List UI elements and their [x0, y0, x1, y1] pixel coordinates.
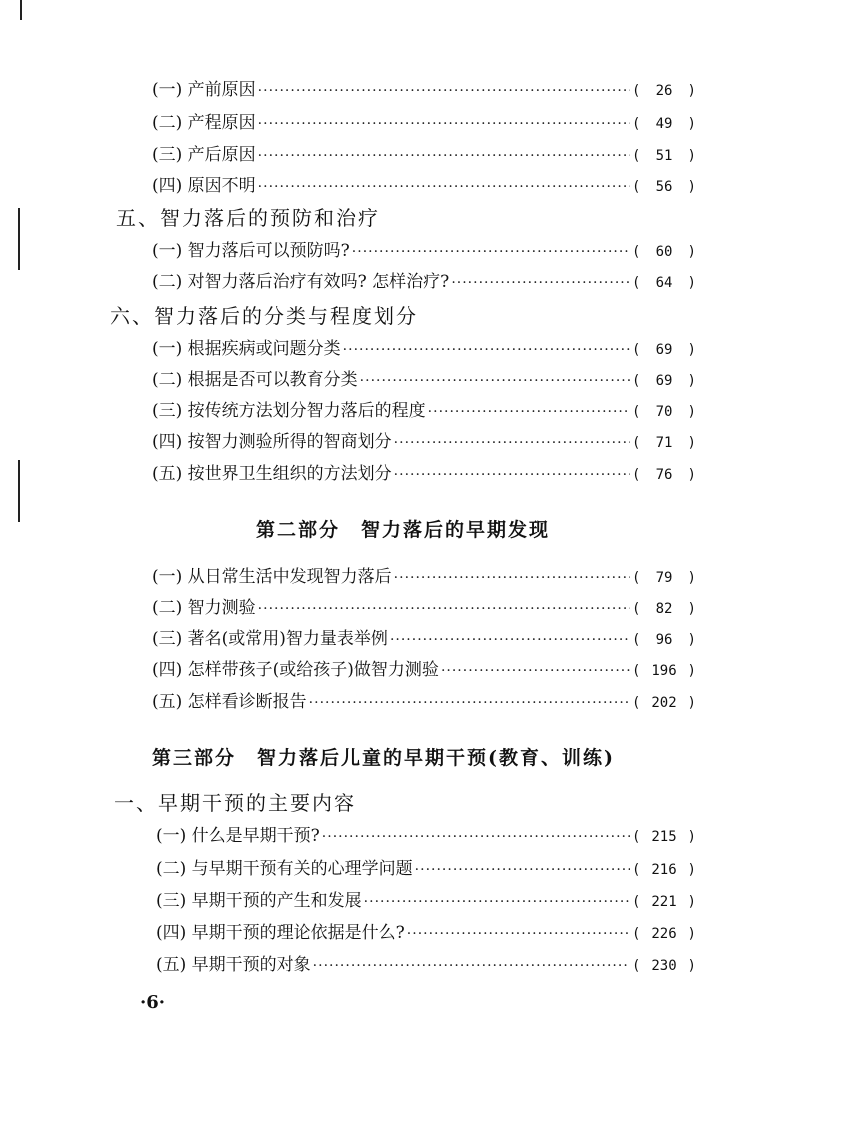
- toc-entry: [0, 109, 696, 137]
- part-heading: 第二部分 智力落后的早期发现: [256, 519, 551, 541]
- toc-entry-label: (五) 早期干预的对象: [156, 955, 311, 975]
- leader-dots: [258, 142, 630, 170]
- toc-entry: [0, 855, 696, 883]
- leader-dots: [394, 461, 630, 489]
- leader-dots: [360, 367, 630, 395]
- toc-entry-label: (二) 产程原因: [152, 113, 256, 133]
- leader-dots: [322, 823, 630, 851]
- leader-dots: [394, 429, 630, 457]
- leader-dots: [441, 657, 630, 685]
- toc-entry-label: (三) 按传统方法划分智力落后的程度: [152, 401, 426, 421]
- toc-entry: [0, 625, 696, 653]
- toc-entry-page: ( 49 ): [632, 116, 696, 132]
- part-heading: 第三部分 智力落后儿童的早期干预(教育、训练): [152, 747, 615, 769]
- toc-entry: [0, 428, 696, 456]
- page-number: ·6·: [140, 992, 166, 1013]
- toc-entry: [0, 656, 696, 684]
- toc-entry-label: (五) 按世界卫生组织的方法划分: [152, 464, 392, 484]
- toc-entry-label: (四) 按智力测验所得的智商划分: [152, 432, 392, 452]
- toc-entry-label: (一) 智力落后可以预防吗?: [152, 241, 350, 261]
- section-heading: 一、早期干预的主要内容: [114, 791, 356, 815]
- leader-dots: [428, 398, 630, 426]
- toc-entry: [0, 335, 696, 363]
- toc-entry-page: ( 215 ): [632, 829, 696, 845]
- toc-entry-label: (三) 早期干预的产生和发展: [156, 891, 362, 911]
- toc-entry-label: (一) 从日常生活中发现智力落后: [152, 567, 392, 587]
- leader-dots: [309, 689, 630, 717]
- section-heading: 六、智力落后的分类与程度划分: [110, 304, 418, 328]
- toc-entry-label: (三) 产后原因: [152, 145, 256, 165]
- toc-entry-page: ( 71 ): [632, 435, 696, 451]
- leader-dots: [343, 336, 630, 364]
- toc-entry: [0, 76, 696, 104]
- toc-entry-page: ( 82 ): [632, 601, 696, 617]
- toc-entry-label: (一) 什么是早期干预?: [156, 826, 320, 846]
- leader-dots: [451, 269, 630, 297]
- toc-entry-page: ( 221 ): [632, 894, 696, 910]
- scan-mark: [20, 0, 22, 20]
- toc-entry: [0, 919, 696, 947]
- toc-entry-page: ( 96 ): [632, 632, 696, 648]
- toc-entry-page: ( 56 ): [632, 179, 696, 195]
- leader-dots: [364, 888, 630, 916]
- leader-dots: [394, 564, 630, 592]
- toc-entry: [0, 688, 696, 716]
- toc-entry-label: (一) 根据疾病或问题分类: [152, 339, 341, 359]
- toc-entry-page: ( 230 ): [632, 958, 696, 974]
- toc-entry-label: (一) 产前原因: [152, 80, 256, 100]
- leader-dots: [258, 595, 630, 623]
- toc-entry-page: ( 76 ): [632, 467, 696, 483]
- toc-entry: [0, 951, 696, 979]
- toc-entry: [0, 822, 696, 850]
- toc-entry: [0, 563, 696, 591]
- toc-entry: [0, 237, 696, 265]
- section-heading: 五、智力落后的预防和治疗: [116, 206, 380, 230]
- leader-dots: [390, 626, 630, 654]
- toc-entry-page: ( 69 ): [632, 342, 696, 358]
- toc-entry-page: ( 202 ): [632, 695, 696, 711]
- toc-entry-label: (四) 怎样带孩子(或给孩子)做智力测验: [152, 660, 439, 680]
- toc-entry-label: (二) 与早期干预有关的心理学问题: [156, 859, 413, 879]
- toc-entry-label: (四) 原因不明: [152, 176, 256, 196]
- leader-dots: [258, 173, 630, 201]
- toc-entry-page: ( 64 ): [632, 275, 696, 291]
- leader-dots: [258, 77, 630, 105]
- toc-entry: [0, 268, 696, 296]
- toc-entry-label: (二) 智力测验: [152, 598, 256, 618]
- leader-dots: [352, 238, 630, 266]
- toc-entry-page: ( 196 ): [632, 663, 696, 679]
- leader-dots: [415, 856, 630, 884]
- toc-entry-page: ( 60 ): [632, 244, 696, 260]
- toc-entry-page: ( 70 ): [632, 404, 696, 420]
- leader-dots: [407, 920, 630, 948]
- toc-entry-page: ( 26 ): [632, 83, 696, 99]
- toc-entry: [0, 141, 696, 169]
- toc-entry-label: (二) 根据是否可以教育分类: [152, 370, 358, 390]
- toc-entry: [0, 172, 696, 200]
- toc-entry: [0, 366, 696, 394]
- toc-entry-label: (四) 早期干预的理论依据是什么?: [156, 923, 405, 943]
- leader-dots: [258, 110, 630, 138]
- toc-entry-page: ( 69 ): [632, 373, 696, 389]
- toc-entry-label: (二) 对智力落后治疗有效吗? 怎样治疗?: [152, 272, 450, 292]
- toc-entry-label: (五) 怎样看诊断报告: [152, 692, 307, 712]
- leader-dots: [313, 952, 630, 980]
- toc-entry: [0, 887, 696, 915]
- toc-entry: [0, 594, 696, 622]
- toc-entry-page: ( 216 ): [632, 862, 696, 878]
- toc-entry-label: (三) 著名(或常用)智力量表举例: [152, 629, 388, 649]
- toc-entry-page: ( 51 ): [632, 148, 696, 164]
- toc-entry-page: ( 79 ): [632, 570, 696, 586]
- toc-entry: [0, 397, 696, 425]
- toc-entry: [0, 460, 696, 488]
- toc-entry-page: ( 226 ): [632, 926, 696, 942]
